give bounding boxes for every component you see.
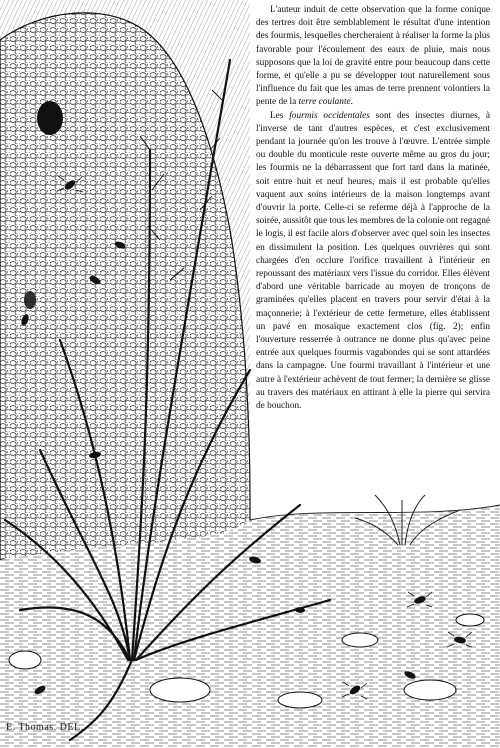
paragraph-1-end: . [350, 97, 353, 108]
paragraph-2 [256, 110, 490, 414]
paragraph-2-start: Les [270, 110, 290, 121]
article-text [256, 4, 490, 413]
paragraph-2-emphasis: fourmis occidentales [289, 110, 370, 121]
engraver-signature: E. Thomas. DEL. [6, 722, 84, 733]
paragraph-1-text: L'auteur induit de cette observation que la forme conique des tertres doit être semblablement le résultat d'une intention des fourmis, lesquelles chercheraient à réaliser la forme la plus favorable pour l'écoulement des eaux de pluie, mais nous supposons que la loi de gravité entre pour beaucoup dans cette forme, et qu'elle a pu se développer tout naturellement sous l'influence du fait que les amas de terre prennent volontiers la pente de la [256, 5, 490, 108]
paragraph-1 [256, 4, 490, 110]
paragraph-1-emphasis: terre coulante [298, 97, 351, 108]
paragraph-2-text: sont des insectes diurnes, à l'inverse de tant d'autres espèces, et c'est exclusivement pendant la journée qu'on les trouve à l'œuvre. L'entrée simple ou double du monticule reste ouverte même au gros du jour; les fourmis ne la débarrassent que fort tard dans la matinée, soit entre huit et neuf heures, mais il est probable qu'elles vaquent aux soins intérieurs de la maison longtemps avant d'ouvrir la porte. Celle-ci se referme déjà à l'approche de la soirée, aussitôt que tous les membres de la colonie ont regagné le logis, il est facile alors d'observer avec quel soin les insectes en dissimulent la position. Les quelques ouvrières qui sont chargées d'en occlure l'orifice travaillent à l'intérieur en repoussant des matériaux vers l'issue du corridor. Elles élèvent d'abord une véritable barricade au moyen de tronçons de graminées qu'elles placent en travers pour servir d'étai à la maçonnerie; à l'extérieur de cette fermeture, elles établissent un pavé en mosaïque exactement clos (fig. 2); enfin l'ouverture resserrée à outrance ne donne plus qu'avec peine entrée aux quelques fourmis vagabondes qui se sont attardées dans la campagne. Une fourmi travaillant à l'intérieur et une autre à l'extérieur achèvent de tout fermer; la dernière se glisse au travers des matériaux en attirant à elle la pierre qui servira de bouchon. [256, 110, 490, 412]
